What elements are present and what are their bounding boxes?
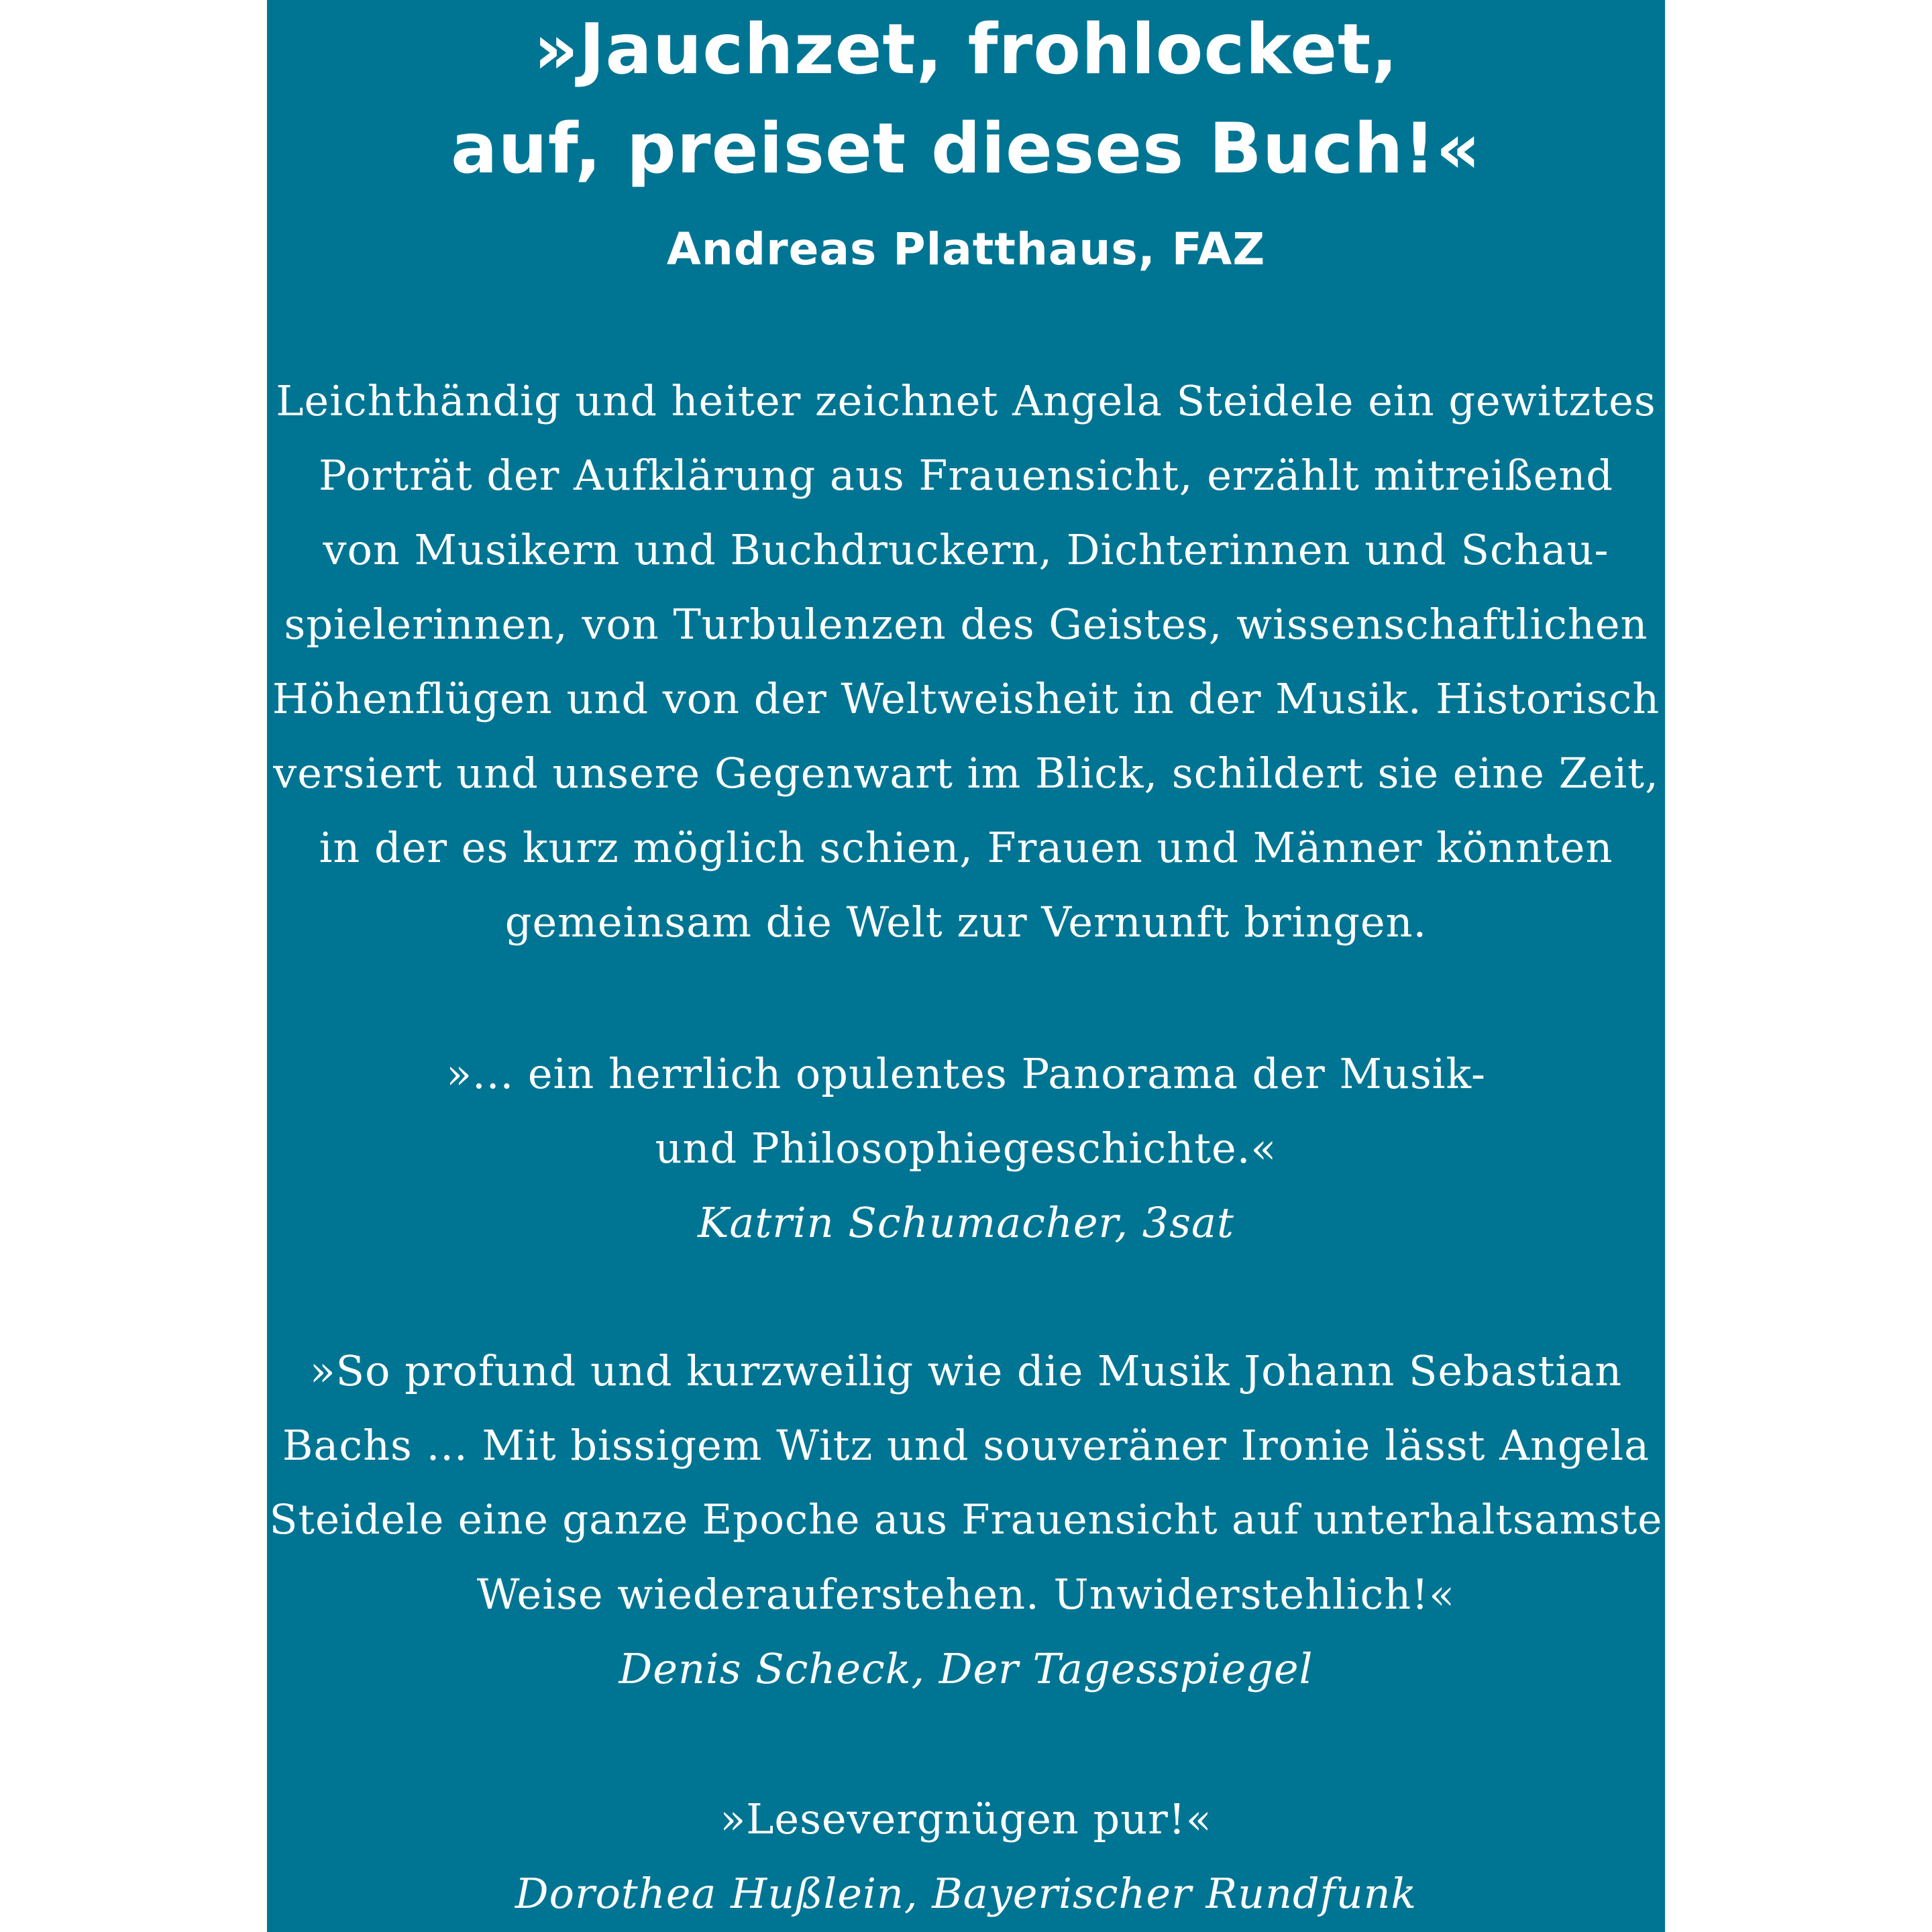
review-quote-schumacher	[267, 1036, 1665, 1260]
headline-quote	[267, 0, 1665, 199]
quote-line: »... ein herrlich opulentes Panorama der Musik-	[446, 1049, 1486, 1098]
description-line: Porträt der Aufklärung aus Frauensicht, erzählt mitreißend	[319, 451, 1613, 500]
description-line: Leichthändig und heiter zeichnet Angela Steidele ein gewitztes	[276, 376, 1656, 425]
quote-line: Bachs ... Mit bissigem Witz und souveräner Ironie lässt Angela	[282, 1421, 1650, 1470]
quote-line: Weise wiederauferstehen. Unwiderstehlich!«	[476, 1570, 1456, 1619]
description-line: gemeinsam die Welt zur Vernunft bringen.	[504, 898, 1428, 947]
description-line: spielerinnen, von Turbulenzen des Geistes, wissenschaftlichen	[284, 600, 1648, 649]
headline-line: auf, preiset dieses Buch!«	[451, 109, 1481, 189]
description-line: Höhenflügen und von der Weltweisheit in der Musik. Historisch	[272, 674, 1660, 723]
quote-line: Steidele eine ganze Epoche aus Frauensicht auf unterhaltsamste	[269, 1496, 1663, 1544]
review-quote-scheck	[267, 1334, 1665, 1706]
quote-line: und Philosophiegeschichte.«	[655, 1124, 1277, 1173]
quote-line: »So profund und kurzweilig wie die Musik Johann Sebastian	[309, 1346, 1623, 1395]
quote-line: »Lesevergnügen pur!«	[720, 1794, 1212, 1843]
description-line: in der es kurz möglich schien, Frauen und Männer könnten	[319, 823, 1613, 872]
headline-credit: Andreas Platthaus, FAZ	[666, 223, 1266, 275]
quote-credit: Denis Scheck, Der Tagesspiegel	[619, 1644, 1313, 1693]
quote-credit: Katrin Schumacher, 3sat	[698, 1198, 1234, 1247]
description-line: versiert und unsere Gegenwart im Blick, schildert sie eine Zeit,	[273, 749, 1659, 798]
back-cover-panel	[267, 0, 1665, 1932]
book-description	[267, 364, 1665, 959]
description-line: von Musikern und Buchdruckern, Dichterinnen und Schau-	[323, 525, 1609, 574]
headline-line: »Jauchzet, frohlocket,	[533, 9, 1399, 90]
review-quote-husslein	[267, 1782, 1665, 1931]
quote-credit: Dorothea Hußlein, Bayerischer Rundfunk	[515, 1869, 1417, 1918]
